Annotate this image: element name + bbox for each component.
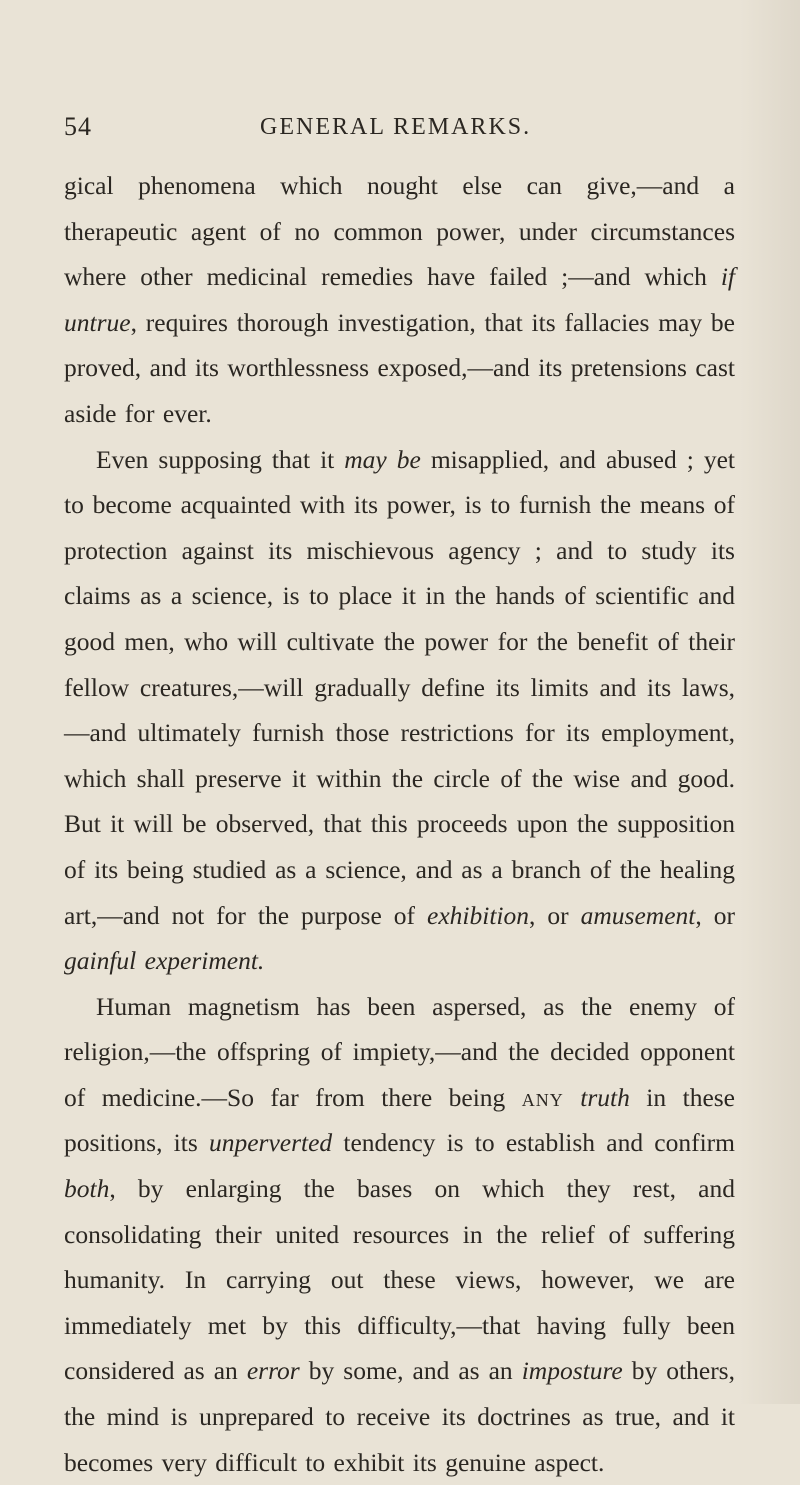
text-run: by some, and as an bbox=[299, 1356, 522, 1386]
page-edge-shadow bbox=[740, 0, 800, 1404]
text-run: , by enlarging the bases on which they rest, and consolidating their united resources in the relief of suffering humanity. In carrying out these views, however, we are immediately met by this difficulty,—that having fully been considered as an bbox=[64, 1174, 735, 1386]
text-run: by others, the mind is unprepared to receive its doctrines as true, and it becomes very difficult to exhibit its genuine aspect. bbox=[64, 1356, 735, 1477]
page-header bbox=[64, 112, 734, 148]
page-number: 54 bbox=[64, 112, 92, 141]
text-run: , requires thorough investigation, that its fallacies may be proved, and its worthlessness exposed,—and its pretensions cast aside for ever. bbox=[64, 307, 735, 428]
italic-run: amusement bbox=[580, 900, 696, 930]
italic-run: error bbox=[246, 1356, 300, 1386]
italic-run: exhibition bbox=[427, 900, 530, 930]
text-run: in these positions, its bbox=[64, 1082, 736, 1158]
text-run: misapplied, and abused ; yet to become acquainted with its power, is to furnish the means of protection against its mischievous agency ; and to study its claims as a science, is to place it in the hands of scientific and good men, who will cultivate the power for the benefit of their fellow creatures,—will gradually define its limits and its laws,—and ultimately furnish those restrictions for its employment, which shall preserve it within the circle of the wise and good. But it will be observed, that this proceeds upon the supposition of its being studied as a science, and as a branch of the healing art,—and not for the purpose of bbox=[64, 444, 735, 930]
italic-run: if untrue bbox=[64, 262, 735, 337]
body-text bbox=[64, 163, 735, 1485]
text-run bbox=[564, 1083, 580, 1112]
text-run: Even supposing that it bbox=[96, 444, 345, 474]
text-run: , or bbox=[529, 900, 581, 930]
italic-run: may be bbox=[344, 444, 421, 474]
text-run: , or bbox=[695, 900, 735, 930]
paragraph-3 bbox=[64, 984, 735, 1485]
running-head: GENERAL REMARKS. bbox=[260, 114, 532, 140]
text-run: Human magnetism has been aspersed, as the enemy of religion,—the offspring of impiety,—and the decided opponent of medicine.—So far from there being bbox=[64, 991, 735, 1112]
italic-run: imposture bbox=[521, 1356, 623, 1386]
small-caps-run: any bbox=[521, 1082, 564, 1112]
italic-run: truth bbox=[580, 1082, 630, 1112]
italic-run: unperverted bbox=[208, 1128, 333, 1158]
italic-run: both bbox=[64, 1174, 110, 1204]
text-run: gical phenomena which nought else can give,—and a therapeutic agent of no common power, under circumstances where other medicinal remedies have failed ;—and which bbox=[64, 171, 735, 292]
paragraph-2 bbox=[64, 437, 735, 984]
text-run: tendency is to establish and confirm bbox=[332, 1128, 735, 1158]
paragraph-1 bbox=[64, 163, 735, 437]
italic-run: gainful experiment. bbox=[64, 946, 265, 976]
